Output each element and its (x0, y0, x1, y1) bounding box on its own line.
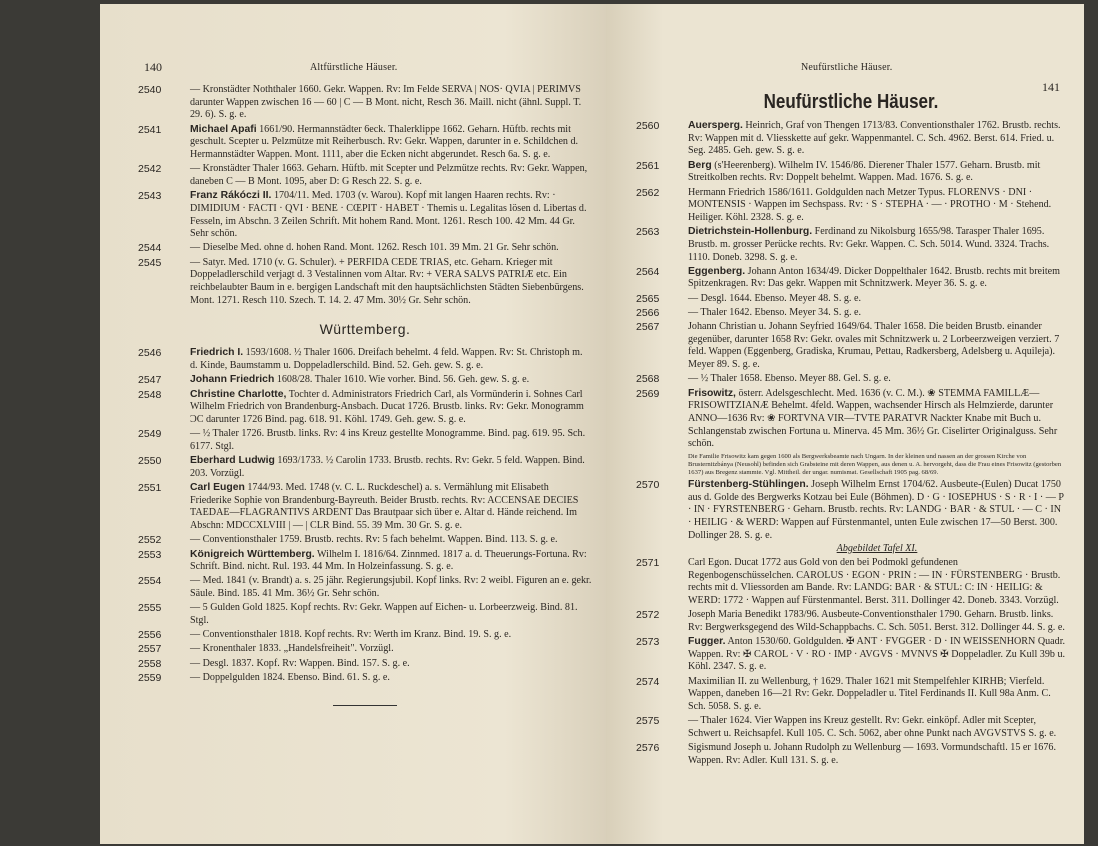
entries-group (138, 347, 592, 684)
catalog-entry (138, 629, 592, 642)
entry-number: 2555 (138, 602, 162, 615)
entry-number: 2566 (636, 306, 660, 319)
entry-name: Eggenberg. (688, 265, 746, 277)
entry-name: Fugger. (688, 636, 726, 648)
figure-reference: Abgebildet Tafel XI. (836, 542, 918, 554)
entry-name: Frisowitz, (688, 387, 736, 399)
catalog-entry (138, 374, 592, 387)
entry-text: 1593/1608. ½ Thaler 1606. Dreifach behelmt. 4 feld. Wappen. Rv: St. Christoph m. d. Kinde, Baumstamm u. Doppeladlerschild. Bind. 52. Geh. gew. S. g. e. (190, 347, 583, 372)
entries-group (636, 120, 1066, 768)
entry-text: — Thaler 1624. Vier Wappen ins Kreuz gestellt. Rv: Gekr. einköpf. Adler mit Scepter, Schwert u. Reichsapfel. Kull 105. C. Sch. 5062, aber ohne Punkt nach AVGVSTVS S. g. e. (688, 715, 1057, 739)
entry-number: 2544 (138, 242, 162, 255)
catalog-entry (138, 389, 592, 427)
entry-text: — 5 Gulden Gold 1825. Kopf rechts. Rv: Gekr. Wappen auf Eichen- u. Lorbeerzweig. Bind. 81. Stgl. (190, 602, 578, 627)
entry-text: Joseph Wilhelm Ernst 1704/62. Ausbeute-(Eulen) Ducat 1750 aus d. Golde des Bergwerks Kotzau bei Eule (Böhmen). D · G · IOSEPHUS · S · R · I · — P · IN · FYRSTENBERG · Geharn. Brustb. rechts. Rv: LANDG · BAR · & STUL · — C · IN · HEILIG · & WERD: Wappen auf Fürstenmantel, unten Eule zwischen 17—50 Berst. 300. Dollinger 28. S. g. e. (688, 479, 1064, 541)
entry-name: Johann Friedrich (190, 374, 275, 386)
entry-text: Ferdinand zu Nikolsburg 1655/98. Tarasper Thaler 1695. Brustb. m. grosser Perücke rechts. Rv: Gekr. Wappen. C. Sch. 5014. Wund. 3324. Trachs. 1110. Doneb. 3298. S. g. e. (688, 226, 1050, 263)
entry-number: 2547 (138, 374, 162, 387)
catalog-entry (636, 307, 1066, 320)
entry-number: 2562 (636, 186, 660, 199)
page-number: 141 (1042, 80, 1060, 94)
entry-text: 1704/11. Med. 1703 (v. Warou). Kopf mit langen Haaren rechts. Rv: · DIMIDIUM · FACTI · QVI · BENE · CŒPIT · HABET · Themis u. Legalitas lösen d. Libertas d. Fesseln, im Abschn. 3 Zeilen Schrift. Mit hohem Rand. Mont. 1261. Resch 100. 42 Mm. 44 Gr. Sehr schön. (190, 190, 587, 240)
entry-text: Sigismund Joseph u. Johann Rudolph zu Wellenburg — 1693. Vormundschaftl. 15 er 1676. Wappen. Rv: Adler. Kull 131. S. g. e. (688, 742, 1056, 766)
catalog-entry (636, 226, 1066, 264)
entries-group (138, 84, 592, 307)
catalog-entry (636, 388, 1066, 478)
entry-text: — ½ Thaler 1658. Ebenso. Meyer 88. Gel. S. g. e. (688, 373, 891, 385)
entry-number: 2543 (138, 190, 162, 203)
entry-text: Anton 1530/60. Goldgulden. ✠ ANT · FVGGER · D · IN WEISSENHORN Quadr. Wappen. Rv: ✠ CAROL · V · RO · IMP · AVGVS · MVNVS ✠ Doppeladler. Zu Kull 39b u. Köhl. 2347. S. g. e. (688, 636, 1066, 673)
catalog-entry (636, 187, 1066, 225)
entry-text: — Desgl. 1837. Kopf. Rv: Wappen. Bind. 157. S. g. e. (190, 657, 410, 669)
entry-name: Carl Eugen (190, 481, 245, 493)
catalog-entry (636, 636, 1066, 674)
left-page (100, 4, 606, 844)
catalog-entry (138, 549, 592, 574)
entry-number: 2563 (636, 226, 660, 239)
entry-number: 2564 (636, 265, 660, 278)
catalog-entry (138, 242, 592, 255)
entry-text: 1744/93. Med. 1748 (v. C. L. Ruckdeschel) a. s. Vermählung mit Elisabeth Friederike Sophie von Brandenburg-Bayreuth. Beider Brustb. rechts. Rv: ACCENSAE DECIES TAEDAE—FLAGRANTIVS ARDENT Das Brautpaar sich über e. Altar d. Hände reichend. Im Abschn: MDCCXLVIII | — | CLR Bind. 55. 39 Mm. 30 Gr. S. g. e. (190, 481, 579, 532)
catalog-entry (138, 347, 592, 372)
catalog-entry (138, 455, 592, 480)
entry-name: Berg (688, 159, 712, 171)
entry-text: österr. Adelsgeschlecht. Med. 1636 (v. C. M.). ❀ STEMMA FAMILLÆ— FRISOWITZIANÆ Behelmt. 4feld. Wappen, wachsender Hirsch als Helmzierde, darunter ANNO—1636 Rv: ❀ FORTVNA VIR—TVTE PARATVR Nackter Knabe mit Buch u. Schlangenstab zwischen Fortuna u. Minerva. 45 Mm. 36½ Gr. Ciselirter Originalguss. Sehr schön. (688, 387, 1058, 450)
entry-text: — Thaler 1642. Ebenso. Meyer 34. S. g. e. (688, 306, 862, 318)
catalog-entry (138, 643, 592, 656)
catalog-entry (138, 602, 592, 627)
entry-text: Johann Anton 1634/49. Dicker Doppelthaler 1642. Brustb. rechts mit breitem Spitzenkragen. Rv: Das gekr. Wappen mit Schnitzwerk. Meyer 36. S. g. e. (688, 265, 1060, 290)
entry-text: Wilhelm I. 1816/64. Zinnmed. 1817 a. d. Theuerungs-Fortuna. Rv: Schrift. Bind. nicht. Rul. 193. 44 Mm. In Holzeinfassung. S. g. e. (190, 548, 587, 573)
right-page (606, 4, 1084, 844)
entry-number: 2569 (636, 387, 660, 400)
entry-number: 2561 (636, 159, 660, 172)
page-title: Neufürstliche Häuser. (763, 90, 939, 113)
entry-text: Hermann Friedrich 1586/1611. Goldgulden nach Metzer Typus. FLORENVS · DNI · MONTENSIS · Wappen im Sechspass. Rv: · S · STEPHA · — · PROTHO · M · Stehend. Heiliger. Köhl. 2328. S. g. e. (688, 186, 1052, 223)
entry-number: 2551 (138, 481, 162, 494)
running-head: Neufürstliche Häuser. (801, 62, 893, 73)
entry-text: (s'Heerenberg). Wilhelm IV. 1546/86. Dierener Thaler 1577. Geharn. Brustb. mit Streitkolben rechts. Rv: Doppelt behelmt. Wappen. Mad. 1676. S. g. e. (688, 159, 1041, 184)
entry-name: Königreich Württemberg. (190, 548, 315, 560)
entry-text: — Kronenthaler 1833. „Handelsfreiheit". Vorzügl. (190, 643, 394, 655)
entry-text: — Kronstädter Thaler 1663. Geharn. Hüftb. mit Scepter und Pelzmütze rechts. Rv: Gekr. Wappen, daneben C — B Mont. 1095, aber D: G Resch 22. S. g. e. (190, 163, 588, 187)
entry-text: Carl Egon. Ducat 1772 aus Gold von den bei Podmokl gefundenen Regenbogenschüsselchen. CAROLUS · EGON · PRIN : — IN · FÜRSTENBERG · Brustb. rechts mit d. Vliessorden am Bande. Rv: LANDG: BAR · & STUL: C: IN · HEILIG: & WERD: 1772 · Wappen auf Fürstenmantel. Berst. 311. Dollinger 42. Doneb. 3343. Vorzügl. (688, 556, 1061, 606)
catalog-entry (636, 609, 1066, 634)
entry-number: 2552 (138, 534, 162, 547)
entry-name: Dietrichstein-Hollenburg. (688, 226, 813, 238)
entry-name: Friedrich I. (190, 347, 244, 359)
entry-text: — Med. 1841 (v. Brandt) a. s. 25 jähr. Regierungsjubil. Kopf links. Rv: 2 weibl. Figuren an e. gekr. Säule. Bind. 185. 41 Mm. 36½ Gr. Sehr schön. (190, 575, 592, 600)
entries-list (636, 92, 1066, 769)
entry-text: — Desgl. 1644. Ebenso. Meyer 48. S. g. e. (688, 292, 861, 304)
entry-number: 2558 (138, 657, 162, 670)
entry-footnote: Die Familie Frisowitz kam gegen 1600 als Bergwerksbeamte nach Ungarn. In der kleinen und nassen an der grossen Kirche von Brusternitzbánya (Neusohl) befinden sich Grabsteine mit deren Wappen, aus denen u. A. hervorgeht, dass die Frau eines Frisowitz (gestorben 1637) aus Bregenz stammte. Vgl. Mittheil. der ungar. numismat. Gesellschaft 1905 pag. 68/69. (688, 453, 1062, 477)
section-heading: Württemberg. (319, 321, 411, 338)
entry-text: 1661/90. Hermannstädter 6eck. Thalerklippe 1662. Geharn. Hüftb. rechts mit geschult. Scepter u. Pelzmütze mit Reiherbusch. Rv: Gekr. Wappen, darunter in e. Schildchen d. Hermannstädter Wappen. Mont. 1111, aber die Ecken nicht abgerundet. Resch 6a. S. g. e. (190, 123, 579, 161)
entry-number: 2548 (138, 388, 162, 401)
catalog-entry (636, 120, 1066, 158)
catalog-entry (636, 479, 1066, 555)
entry-number: 2554 (138, 575, 162, 588)
entry-number: 2557 (138, 643, 162, 656)
entry-text: — Conventionsthaler 1759. Brustb. rechts. Rv: 5 fach behelmt. Wappen. Bind. 113. S. g. e. (190, 534, 558, 546)
entry-name: Eberhard Ludwig (190, 455, 275, 467)
catalog-entry (138, 575, 592, 600)
entry-number: 2570 (636, 479, 660, 492)
catalog-entry (138, 428, 592, 453)
entry-number: 2546 (138, 347, 162, 360)
book-spread (40, 4, 1080, 844)
catalog-entry (636, 676, 1066, 714)
entry-number: 2571 (636, 556, 660, 569)
entries-list (138, 84, 592, 706)
entry-text: Johann Christian u. Johann Seyfried 1649/64. Thaler 1658. Die beiden Brustb. einander gegenüber, darunter 1658 Rv: Gekr. ovales mit Schnitzwerk u. 2 Lorbeerzweigen verziert. 7 feld. Wappen (Eggenberg, Gradiska, Krumau, Pettau, Radkersberg, Adelsberg u. Aquileja). Meyer 89. S. g. e. (688, 321, 1060, 371)
catalog-entry (138, 124, 592, 162)
entry-number: 2542 (138, 163, 162, 176)
entry-name: Michael Apafi (190, 123, 257, 135)
catalog-entry (138, 482, 592, 533)
entry-text: Tochter d. Administrators Friedrich Carl, als Vormünderin i. Sohnes Carl Wilhelm Friedrich von Brandenburg-Ansbach. Ducat 1726. Brustb. links. Rv: Gekr. Monogramm ƆC darunter 1726 Bind. pag. 618. 91. Köhl. 1749. Geh. gew. S. g. e. (190, 388, 584, 425)
page-number: 140 (144, 60, 162, 74)
entry-number: 2540 (138, 84, 162, 96)
end-rule (333, 705, 397, 706)
entry-number: 2573 (636, 636, 660, 649)
entry-number: 2565 (636, 292, 660, 305)
catalog-entry (636, 373, 1066, 386)
catalog-entry (636, 321, 1066, 372)
entry-text: — Dieselbe Med. ohne d. hohen Rand. Mont. 1262. Resch 101. 39 Mm. 21 Gr. Sehr schön. (190, 242, 559, 254)
entry-text: — Conventionsthaler 1818. Kopf rechts. Rv: Werth im Kranz. Bind. 19. S. g. e. (190, 629, 512, 641)
entry-name: Auersperg. (688, 120, 743, 131)
entry-number: 2556 (138, 629, 162, 642)
catalog-entry (138, 534, 592, 547)
entry-number: 2567 (636, 321, 660, 334)
entry-name: Fürstenberg-Stühlingen. (688, 479, 809, 491)
catalog-entry (138, 190, 592, 241)
entry-text: 1608/28. Thaler 1610. Wie vorher. Bind. 56. Geh. gew. S. g. e. (274, 374, 530, 386)
catalog-entry (636, 293, 1066, 306)
entry-name: Christine Charlotte, (190, 388, 287, 400)
entry-number: 2541 (138, 123, 162, 136)
entry-text: — Doppelgulden 1824. Ebenso. Bind. 61. S. g. e. (190, 671, 390, 683)
catalog-entry (138, 257, 592, 308)
entry-text: — Kronstädter Noththaler 1660. Gekr. Wappen. Rv: Im Felde SERVA | NOS· QVIA | PERIMVS darunter Wappen zwischen 16 — 60 | C — B Mont. nicht, Resch 36. Maill. nicht (ähnl. Suppl. T. 29. 6). S. g. e. (190, 84, 582, 121)
entry-number: 2574 (636, 675, 660, 688)
catalog-entry (138, 84, 592, 122)
entry-number: 2553 (138, 548, 162, 561)
entry-number: 2576 (636, 742, 660, 755)
entry-text: — ½ Thaler 1726. Brustb. links. Rv: 4 ins Kreuz gestellte Monogramme. Bind. pag. 619. 95. Sch. 6177. Stgl. (190, 428, 586, 452)
entry-number: 2559 (138, 671, 162, 684)
entry-number: 2575 (636, 715, 660, 728)
catalog-entry (138, 163, 592, 188)
entry-name: Franz Rákóczi II. (190, 190, 272, 202)
entry-number: 2560 (636, 120, 660, 132)
entry-text: Maximilian II. zu Wellenburg, † 1629. Thaler 1621 mit Stempelfehler KIRHB; Vierfeld. Wappen, daneben 16—21 Rv: Gekr. Doppeladler u. Titel Ferdinands II. Kull 98a Anm. C. Sch. 5058. S. g. e. (688, 675, 1051, 713)
catalog-entry (636, 715, 1066, 740)
running-head: Altfürstliche Häuser. (310, 62, 398, 73)
catalog-entry (636, 266, 1066, 291)
entry-number: 2550 (138, 455, 162, 468)
entry-text: Joseph Maria Benedikt 1783/96. Ausbeute-Conventionsthaler 1790. Geharn. Brustb. links. Rv: Bergwerksgegend des Wild-Schappbachs. C. Sch. 5051. Berst. 312. Dollinger 44. S. g. e. (688, 609, 1065, 633)
entry-text: — Satyr. Med. 1710 (v. G. Schuler). + PERFIDA CEDE TRIAS, etc. Geharn. Krieger mit Doppeladlerschild verjagt d. 3 Vestalinnen vom Altar. Rv: + VERA SALVS PATRIÆ etc. Ein reichbelaubter Baum in e. bergigen Landschaft mit den hauptsächlichsten Städten Siebenbürgens. Mont. 1271. Resch 110. Szech. T. 14. 2. 47 Mm. 30½ Gr. Sehr schön. (190, 256, 584, 306)
entry-number: 2568 (636, 373, 660, 386)
catalog-entry (636, 557, 1066, 608)
catalog-entry (636, 160, 1066, 185)
entry-text: 1693/1733. ½ Carolin 1733. Brustb. rechts. Rv: Gekr. 5 feld. Wappen. Bind. 203. Vorzügl. (190, 455, 585, 479)
entry-number: 2545 (138, 256, 162, 269)
entry-number: 2572 (636, 609, 660, 622)
entry-text: Heinrich, Graf von Thengen 1713/83. Conventionsthaler 1762. Brustb. rechts. Rv: Wappen mit d. Vliesskette auf gekr. Wappenmantel. C. Sch. 4962. Berst. 614. Fried. u. Seg. 2485. Geh. gew. S. g. e. (688, 120, 1061, 157)
catalog-entry (636, 742, 1066, 767)
catalog-entry (138, 672, 592, 685)
catalog-entry (138, 658, 592, 671)
entry-number: 2549 (138, 428, 162, 441)
